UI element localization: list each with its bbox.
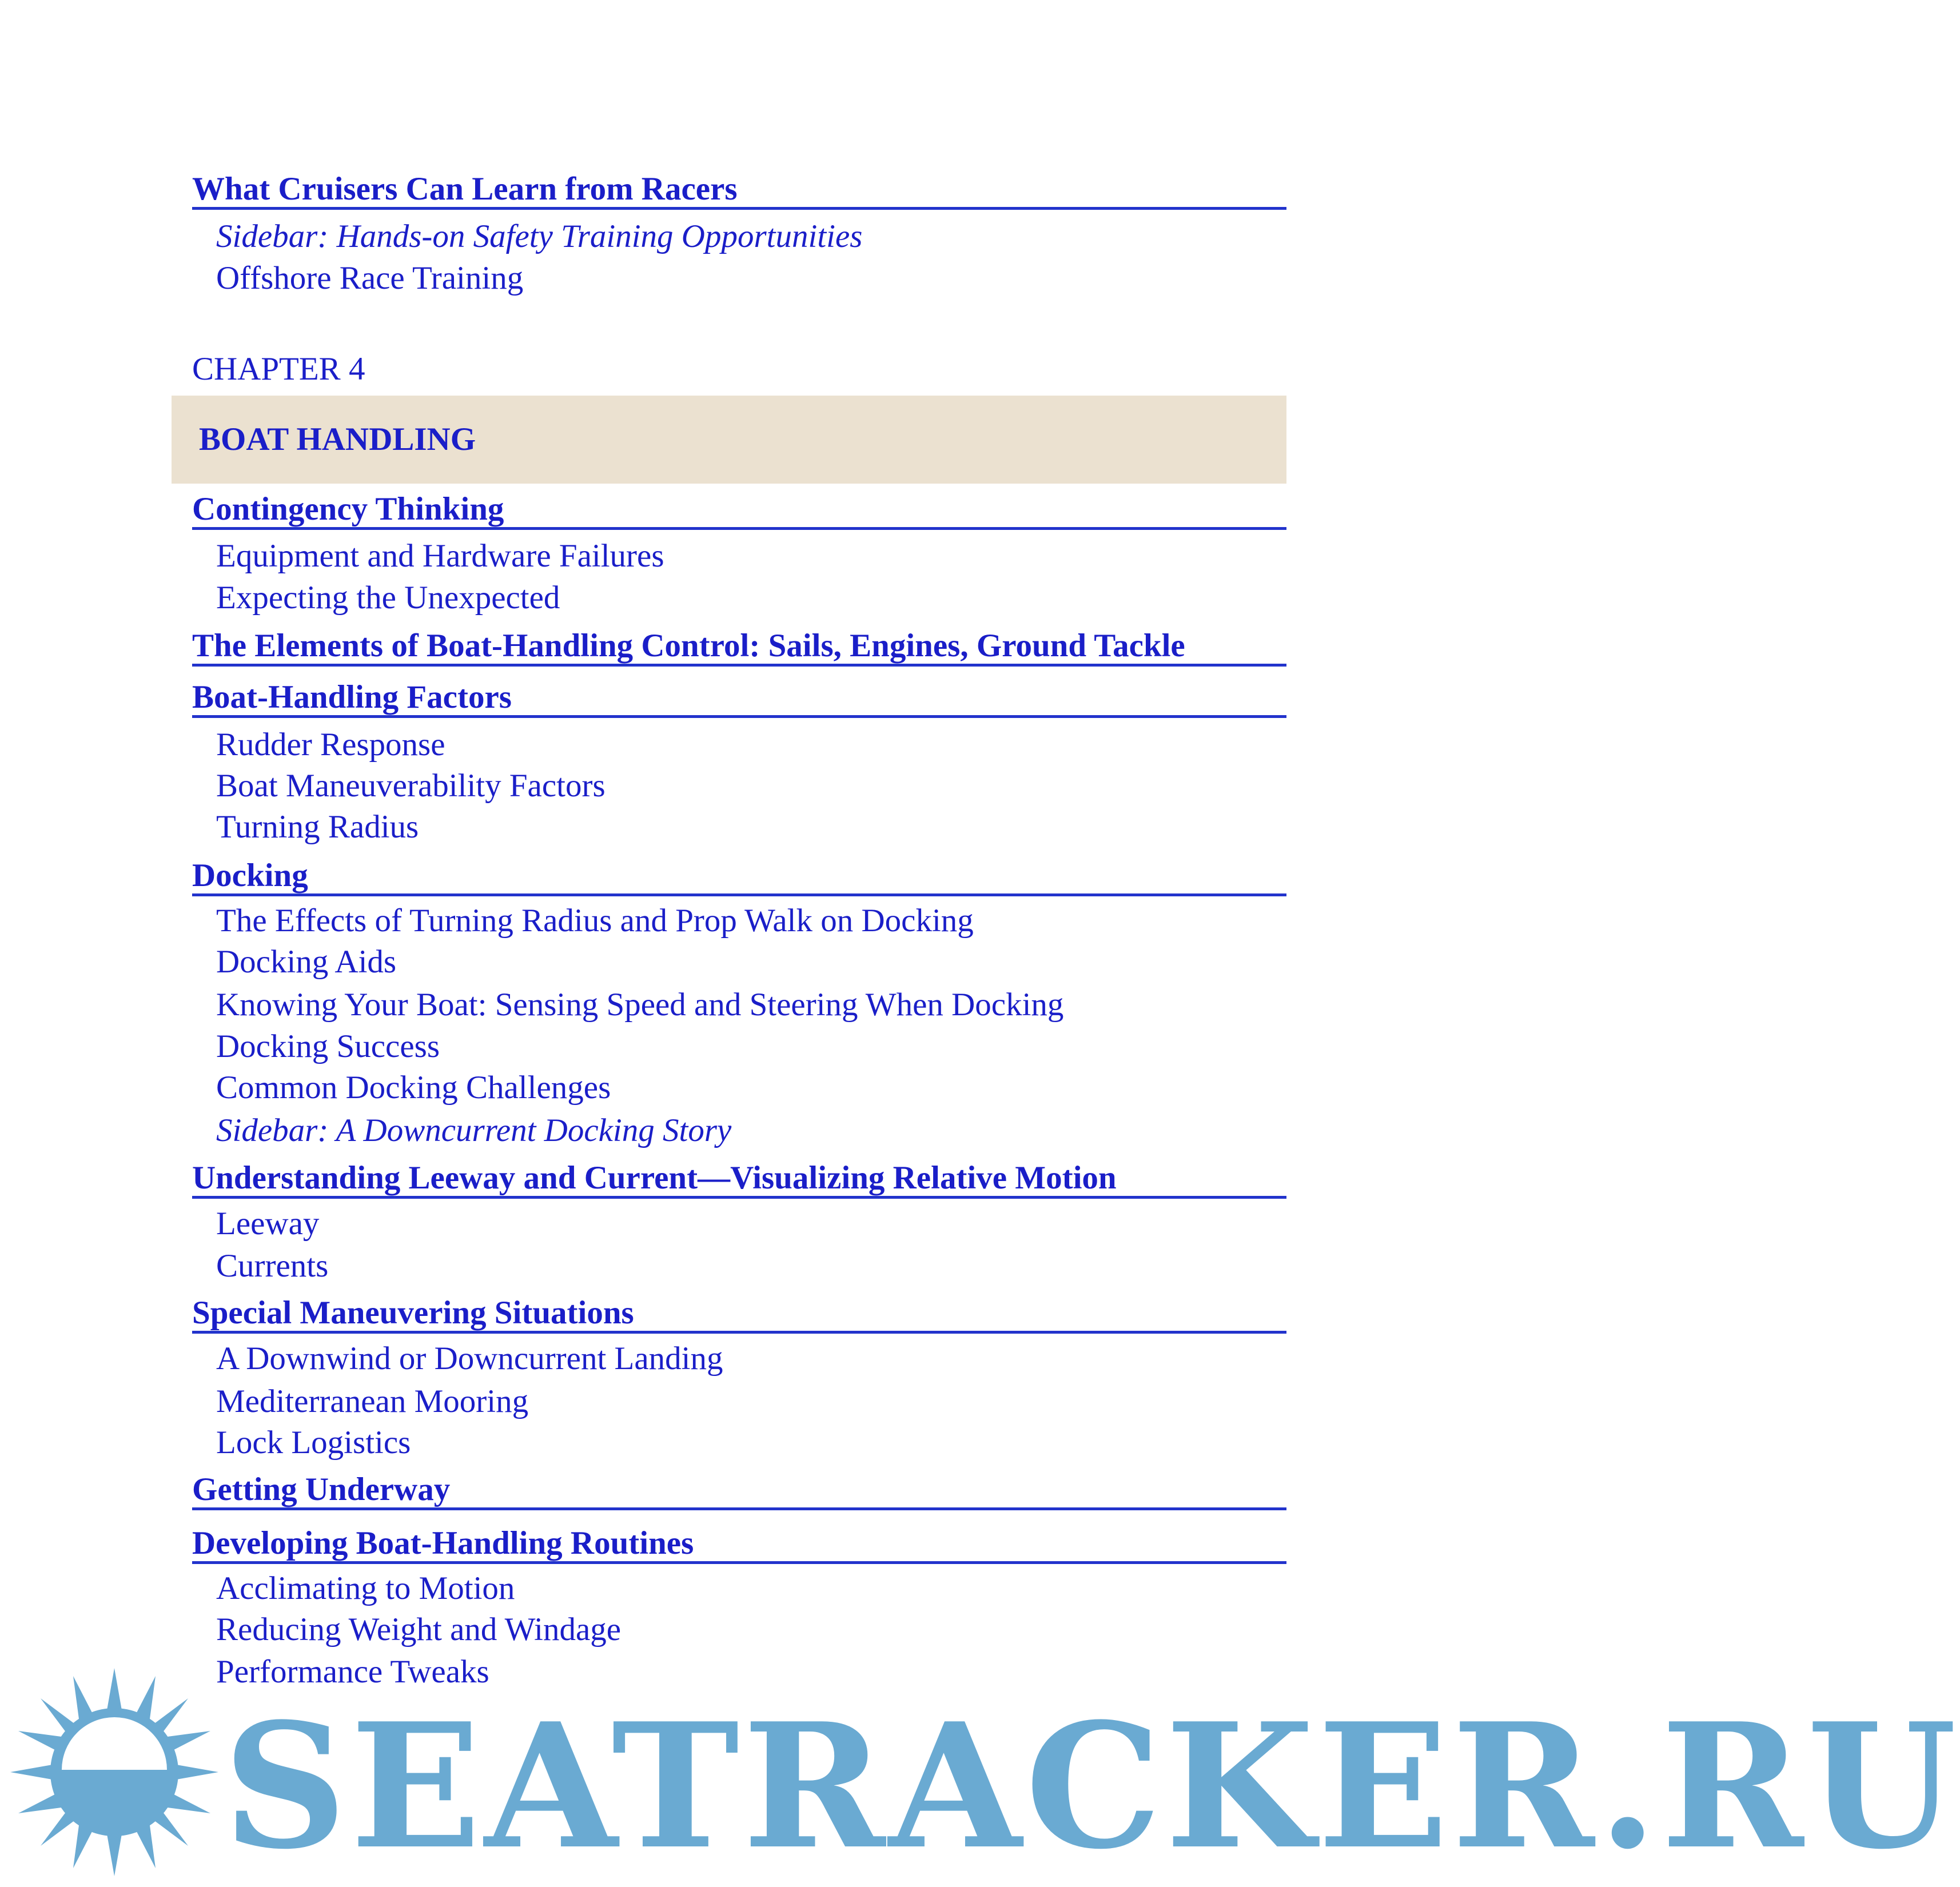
toc-subitem[interactable]: Docking Aids (216, 944, 397, 980)
chapter-banner (172, 396, 1286, 484)
toc-subitem[interactable]: Lock Logistics (216, 1425, 411, 1461)
watermark (0, 1658, 1960, 1887)
toc-section-heading[interactable]: Contingency Thinking (192, 492, 1286, 530)
toc-subitem[interactable]: Rudder Response (216, 727, 445, 763)
toc-subitem[interactable]: A Downwind or Downcurrent Landing (216, 1341, 723, 1377)
toc-subitem[interactable]: Expecting the Unexpected (216, 580, 560, 616)
chapter-label: CHAPTER 4 (192, 351, 365, 387)
toc-section-heading[interactable]: Boat-Handling Factors (192, 680, 1286, 718)
toc-subitem[interactable]: Knowing Your Boat: Sensing Speed and Steering When Docking (216, 987, 1064, 1023)
toc-subitem[interactable]: Currents (216, 1248, 329, 1284)
toc-section-heading[interactable]: Understanding Leeway and Current—Visualizing Relative Motion (192, 1160, 1286, 1199)
toc-subitem[interactable]: Common Docking Challenges (216, 1070, 611, 1106)
toc-subitem[interactable]: Boat Maneuverability Factors (216, 768, 605, 804)
toc-subitem[interactable]: Leeway (216, 1206, 320, 1242)
toc-section-heading[interactable]: What Cruisers Can Learn from Racers (192, 171, 1286, 210)
toc-subitem[interactable]: Performance Tweaks (216, 1654, 489, 1690)
toc-subitem[interactable]: Acclimating to Motion (216, 1570, 515, 1606)
toc-subitem[interactable]: Turning Radius (216, 809, 419, 845)
toc-subitem[interactable]: Mediterranean Mooring (216, 1383, 529, 1419)
toc-sidebar-item[interactable]: Sidebar: Hands-on Safety Training Opportunities (216, 218, 863, 254)
toc-section-heading[interactable]: Developing Boat-Handling Routines (192, 1526, 1286, 1564)
watermark-text: SEATRACKER.RU (223, 1685, 1960, 1887)
toc-section-heading[interactable]: Getting Underway (192, 1472, 1286, 1510)
toc-subitem[interactable]: The Effects of Turning Radius and Prop Walk on Docking (216, 903, 974, 939)
toc-section-heading[interactable]: Special Maneuvering Situations (192, 1295, 1286, 1334)
toc-subitem[interactable]: Equipment and Hardware Failures (216, 538, 664, 574)
chapter-title[interactable]: BOAT HANDLING (199, 421, 476, 457)
toc-subitem[interactable]: Docking Success (216, 1028, 440, 1064)
sun-icon (0, 1658, 229, 1886)
toc-sidebar-item[interactable]: Sidebar: A Downcurrent Docking Story (216, 1112, 732, 1148)
toc-subitem[interactable]: Reducing Weight and Windage (216, 1611, 622, 1647)
toc-section-heading[interactable]: Docking (192, 858, 1286, 896)
toc-subitem[interactable]: Offshore Race Training (216, 260, 524, 296)
toc-section-heading[interactable]: The Elements of Boat-Handling Control: Sails, Engines, Ground Tackle (192, 628, 1286, 667)
